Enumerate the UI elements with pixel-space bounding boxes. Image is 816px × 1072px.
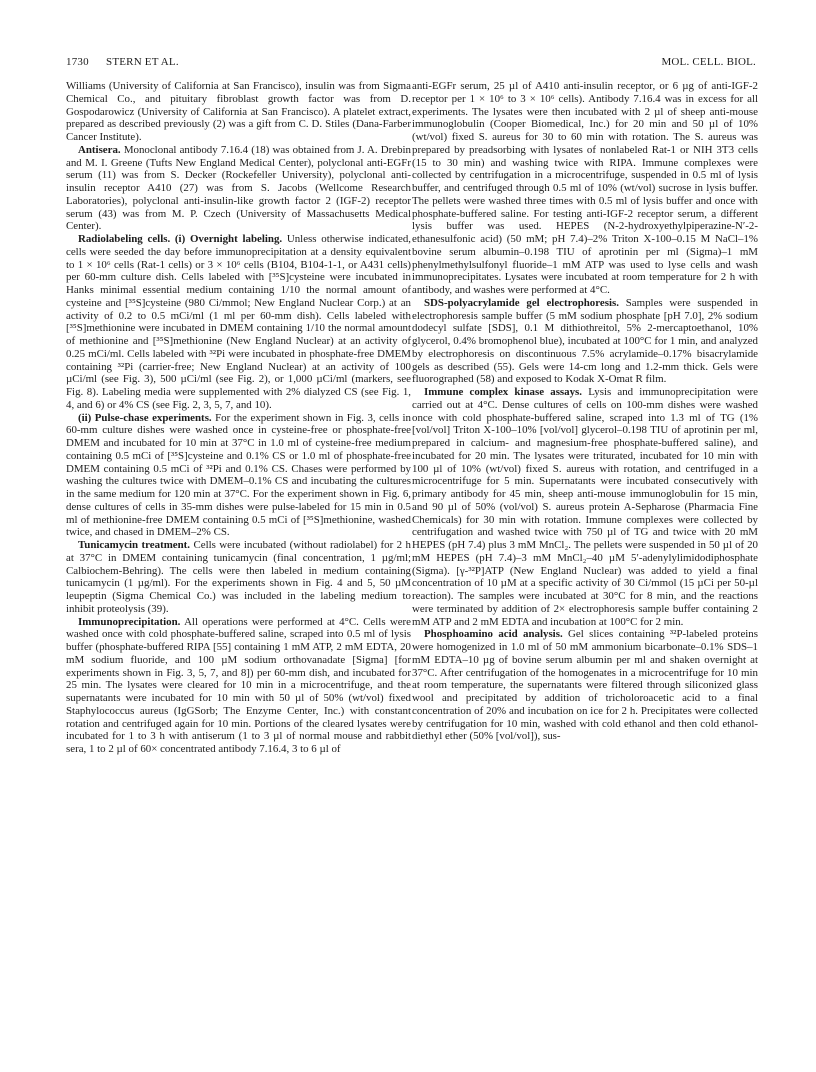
paragraph: Radiolabeling cells. (i) Overnight labeling. Unless otherwise indicated, cells were seeded the day before immunoprecipitation at a density equivalent to 1 × 10⁶ cells (Rat-1 cells) or 3 × 10⁶ cells (B104, B104-1-1, or A431 cells) per 60-mm culture dish. Cells labeled with [³⁵S]cysteine were incubated in Hanks minimal essential medium containing 1/10 the normal amount of cysteine and [³⁵S]cysteine (980 Ci/mmol; New England Nuclear Corp.) at an activity of 0.2 to 0.5 mCi/ml (1 ml per 60-mm dish). Cells labeled with [³⁵S]methionine were incubated in DMEM containing 1/10 the normal amount of methionine and [³⁵S]methionine (New England Nuclear) at an activity of 0.25 mCi/ml. Cells labeled with ³²Pi were incubated in phosphate-free DMEM containing ³²Pi (carrier-free; New England Nuclear) at an activity of 100 µCi/ml (see Fig. 3), 500 µCi/ml (see Fig. 2), or 1,000 µCi/ml (markers, see Fig. 8). Labeling media were supplemented with 2% dialyzed CS (see Fig. 1, 4, and 6) or 4% CS (see Fig. 2, 3, 5, 7, and 10). xyxy=(66,233,411,411)
section-heading: Immunoprecipitation. xyxy=(78,615,181,628)
paragraph: SDS-polyacrylamide gel electrophoresis. Samples were suspended in electrophoresis sample buffer (5 mM sodium phosphate [pH 7.0], 2% sodium dodecyl sulfate [SDS], 0.1 M dithiothreitol, 5% 2-mercaptoethanol, 10% glycerol, 0.4% bromophenol blue), incubated at 100°C for 1 min, and analyzed by electrophoresis on discontinuous 7.5% acrylamide–0.17% bisacrylamide gels as described (55). Gels were 14-cm long and 1.2-mm thick. Gels were fluorographed (58) and exposed to Kodak X-Omat R film. xyxy=(412,296,758,386)
section-heading: Antisera. xyxy=(78,143,121,156)
section-heading: (ii) Pulse-chase experiments. xyxy=(78,411,212,424)
paragraph: anti-EGFr serum, 25 µl of A410 anti-insulin receptor, or 6 µg of anti-IGF-2 receptor per 1 × 10⁶ to 3 × 10⁶ cells). Antibody 7.16.4 was in excess for all experiments. The lysates were then incubated with 2 µl of sheep anti-mouse immunoglobulin (Cooper Biomedical, Inc.) for 20 min and 50 µl of 10% (wt/vol) fixed S. aureus for 30 to 60 min with rotation. The S. aureus was prepared by preadsorbing with lysates of nonlabeled Rat-1 or NIH 3T3 cells (15 to 30 min) and washing twice with RIPA. Immune complexes were collected by centrifugation in a microcentrifuge, suspended in 0.5 ml of lysis buffer, and centrifuged through 0.5 ml of 10% (wt/vol) sucrose in lysis buffer. The pellets were washed three times with 0.5 ml of lysis buffer and once with phosphate-buffered saline. For testing anti-IGF-2 receptor serum, a different lysis buffer was used. HEPES (N-2-hydroxyethylpiperazine-N′-2-ethanesulfonic acid) (50 mM; pH 7.4)–2% Triton X-100–0.15 M NaCl–1% bovine serum albumin–0.198 TIU of aprotinin per ml (Sigma)–1 mM phenylmethylsulfonyl fluoride–1 mM ATP was used to lyse cells and wash immunoprecipitates. Lysates were incubated at room temperature for 2 h with antibody, and washes were performed at 4°C. xyxy=(412,80,758,296)
paragraph: Tunicamycin treatment. Cells were incubated (without radiolabel) for 2 h at 37°C in DMEM containing tunicamycin (final concentration, 1 µg/ml; Calbiochem-Behring). The cells were then labeled in medium containing tunicamycin (1 µg/ml). For the experiments shown in Fig. 4 and 5, 50 µM leupeptin (Sigma Chemical Co.) was included in the labeling medium to inhibit proteolysis (39). xyxy=(66,539,411,615)
section-heading: SDS-polyacrylamide gel electrophoresis. xyxy=(424,296,619,309)
paragraph: Immunoprecipitation. All operations were performed at 4°C. Cells were washed once with cold phosphate-buffered saline, scraped into 0.5 ml of lysis buffer (phosphate-buffered RIPA [55] containing 1 mM ATP, 2 mM EDTA, 20 mM sodium fluoride, and 100 µM sodium orthovanadate [Sigma] [for experiments shown in Fig. 3, 5, 7, and 8]) per 60-mm dish, and incubated for 25 min. The lysates were cleared for 10 min in a microcentrifuge, and the supernatants were incubated for 10 min with 50 µl of 50% (wt/vol) fixed Staphylococcus aureus (IgGSorb; The Enzyme Center, Inc.) with constant rotation and centrifuged again for 10 min. Portions of the cleared lysates were incubated for 1 to 3 h with antiserum (1 to 3 µl of normal mouse and rabbit sera, 1 to 2 µl of 60× concentrated antibody 7.16.4, 3 to 6 µl of xyxy=(66,615,411,755)
section-heading: Immune complex kinase assays. xyxy=(424,386,583,398)
page-number: 1730 xyxy=(66,56,89,68)
paragraph: Phosphoamino acid analysis. Gel slices containing ³²P-labeled proteins were homogenized in 1.0 ml of 50 mM ammonium bicarbonate–0.1% SDS–1 mM EDTA–10 µg of bovine serum albumin per ml and shaken overnight at 37°C. After centrifugation of the homogenates in a microcentrifuge for 10 min at room temperature, the supernatants were filtered through siliconized glass wool and precipitated by addition of tricholoroacetic acid to a final concentration of 20% and incubation on ice for 2 h. Precipitates were collected by centrifugation for 10 min, washed with cold ethanol and then cold ethanol-diethyl ether (50% [vol/vol]), sus- xyxy=(412,628,758,743)
left-column xyxy=(66,80,411,756)
section-heading: Phosphoamino acid analysis. xyxy=(424,628,563,641)
journal-name: MOL. CELL. BIOL. xyxy=(661,56,756,68)
running-authors: STERN ET AL. xyxy=(106,56,179,68)
paragraph: Antisera. Monoclonal antibody 7.16.4 (18) was obtained from J. A. Drebin and M. I. Greene (Tufts New England Medical Center), polyclonal anti-EGFr serum (11) was from S. Decker (Rockefeller University), polyclonal anti-insulin receptor A410 (27) was from S. Jacobs (Wellcome Research Laboratories), polyclonal anti-insulin-like growth factor 2 (IGF-2) receptor serum (43) was from M. P. Czech (University of Massachusetts Medical Center). xyxy=(66,143,411,233)
paragraph: Williams (University of California at San Francisco), insulin was from Sigma Chemical Co., and pituitary fibroblast growth factor was from D. Gospodarowicz (University of California at San Francisco). A platelet extract, prepared as described previously (2) was a gift from C. D. Stiles (Dana-Farber Cancer Institute). xyxy=(66,80,411,143)
running-header xyxy=(66,56,756,74)
paragraph: Immune complex kinase assays. Lysis and immunoprecipitation were carried out at 4°C. Dense cultures of cells on 100-mm dishes were washed once with cold phosphate-buffered saline, scraped into 1.3 ml of TG (1% [vol/vol] Triton X-100–10% [vol/vol] glycerol–0.198 TIU of aprotinin per ml, prepared in calcium- and magnesium-free phosphate-buffered saline), and incubated for 20 min. The lysates were triturated, incubated for 10 min with 100 µl of 10% (wt/vol) fixed S. aureus with rotation, and centrifuged in a microcentrifuge for 5 min. Supernatants were incubated consecutively with primary antibody for 45 min, sheep anti-mouse immunoglobulin for 15 min, and 90 µl of 50% (vol/vol) S. aureus protein A-Sepharose (Pharmacia Fine Chemicals) for 30 min with rotation. Immune complexes were collected by centrifugation and washed twice with 750 µl of TG and twice with 20 mM HEPES (pH 7.4) plus 3 mM MnCl₂. The pellets were suspended in 50 µl of 20 mM HEPES (pH 7.4)–3 mM MnCl₂–40 µM 5′-adenylylimidodiphosphate (Sigma). [γ-³²P]ATP (New England Nuclear) was added to yield a final concentration of 10 µM at a specific activity of 30 Ci/mmol (15 µCi per 50-µl reaction). The samples were incubated at 30°C for 8 min, and the reactions were terminated by addition of 2× electrophoresis sample buffer containing 2 mM ATP and 2 mM EDTA and incubation at 100°C for 2 min. xyxy=(412,386,758,628)
section-heading: Tunicamycin treatment. xyxy=(78,539,191,551)
paragraph: (ii) Pulse-chase experiments. For the experiment shown in Fig. 3, cells in 60-mm culture dishes were washed once in cysteine-free or phosphate-free DMEM and incubated for 10 min at 37°C in 1.0 ml of cysteine-free medium containing 0.5 mCi of [³⁵S]cysteine and 0.1% CS or 1.0 ml of phosphate-free DMEM containing 0.5 mCi of ³²Pi and 0.1% CS. Chases were performed by washing the cultures twice with DMEM–0.1% CS and incubating the cultures in the same medium for 120 min at 37°C. For the experiment shown in Fig. 6, dense cultures of cells in 35-mm dishes were pulse-labeled for 15 min in 0.5 ml of methionine-free DMEM containing 0.5 mCi of [³⁵S]methionine, washed twice, and chased in DMEM–2% CS. xyxy=(66,411,411,539)
section-heading: Radiolabeling cells. (i) Overnight labeling. xyxy=(78,233,283,245)
right-column xyxy=(412,80,758,743)
